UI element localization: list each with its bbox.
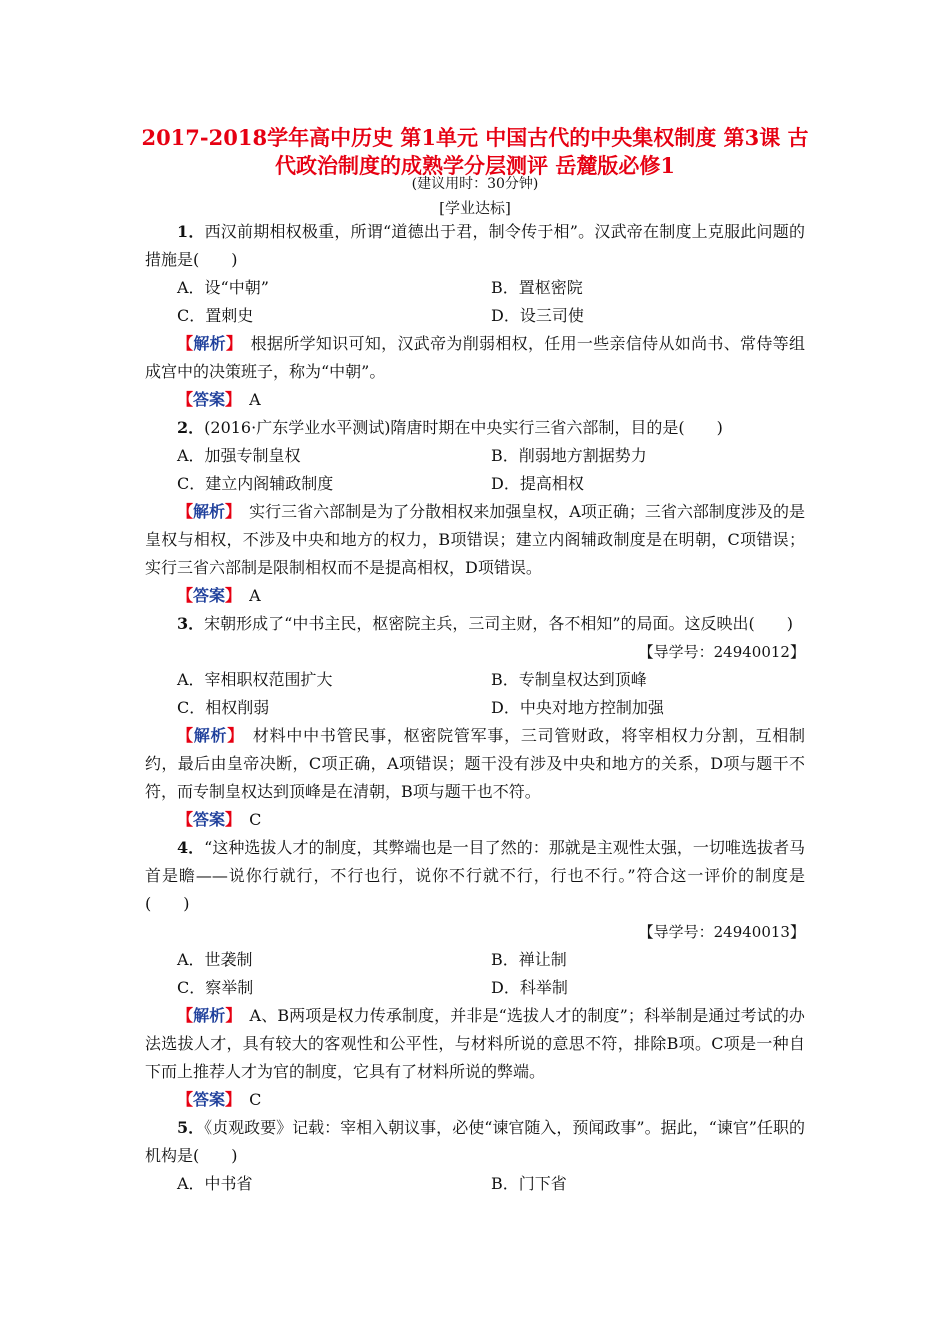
analysis-tag: 【解析】 — [177, 1006, 234, 1025]
suggested-time: (建议用时：30分钟) — [411, 176, 539, 192]
option-c: C．相权削弱 — [177, 698, 270, 717]
guide-number: 【导学号：24940013】 — [638, 923, 805, 941]
question-2-analysis: 【解析】 实行三省六部制是为了分散相权来加强皇权，A项正确；三省六部制度涉及的是皇权与相权，不涉及中央和地方的权力，B项错误；建立内阁辅政制度是在明朝，C项错误；实行三省六部制是限制相权而不是提高相权，D项错误。 — [145, 502, 805, 577]
option-b: B．禅让制 — [491, 950, 567, 969]
question-2-answer: 【答案】 A — [177, 586, 261, 605]
question-number: 3． — [177, 614, 205, 633]
option-c: C．置刺史 — [177, 306, 254, 325]
document-title: 2017-2018学年高中历史 第1单元 中国古代的中央集权制度 第3课 古代政治制度的成熟学分层测评 岳麓版必修1 — [141, 125, 809, 178]
question-1-analysis: 【解析】 根据所学知识可知，汉武帝为削弱相权，任用一些亲信侍从如尚书、常侍等组成宫中的决策班子，称为“中朝”。 — [145, 334, 805, 381]
option-b: B．专制皇权达到顶峰 — [491, 670, 647, 689]
question-3-analysis: 【解析】 材料中中书管民事，枢密院管军事，三司管财政，将宰相权力分割，互相制约，最后由皇帝决断，C项正确，A项错误；题干没有涉及中央和地方的关系，D项与题干不符，而专制皇权达到顶峰是在清朝，B项与题干也不符。 — [145, 726, 805, 801]
question-4-analysis: 【解析】 A、B两项是权力传承制度，并非是“选拔人才的制度”；科举制是通过考试的办法选拔人才，具有较大的客观性和公平性，与材料所说的意思不符，排除B项。C项是一种自下而上推荐人才为官的制度，它具有了材料所说的弊端。 — [145, 1006, 805, 1081]
option-d: D．设三司使 — [491, 306, 584, 325]
question-number: 5． — [177, 1118, 205, 1137]
question-2-options — [145, 442, 805, 470]
question-list — [145, 218, 805, 1198]
question-1-stem: 1．西汉前期相权极重，所谓“道德出于君，制令传于相”。汉武帝在制度上克服此问题的措施是( ) — [145, 222, 805, 269]
answer-tag: 【答案】 — [177, 1090, 234, 1109]
question-5-options — [145, 1170, 805, 1198]
question-1-answer: 【答案】 A — [177, 390, 261, 409]
guide-number: 【导学号：24940012】 — [638, 643, 805, 661]
answer-tag: 【答案】 — [177, 390, 234, 409]
answer-tag: 【答案】 — [177, 810, 234, 829]
option-c: C．察举制 — [177, 978, 254, 997]
question-number: 4． — [177, 838, 205, 857]
option-c: C．建立内阁辅政制度 — [177, 474, 334, 493]
question-4-options — [145, 946, 805, 974]
option-a: A．世袭制 — [177, 950, 253, 969]
question-4-answer: 【答案】 C — [177, 1090, 262, 1109]
option-a: A．中书省 — [177, 1174, 253, 1193]
question-3-stem: 3．宋朝形成了“中书主民，枢密院主兵，三司主财，各不相知”的局面。这反映出( ) — [177, 614, 793, 633]
question-5-stem: 5．《贞观政要》记载：宰相入朝议事，必使“谏官随入，预闻政事”。据此，“谏官”任职的机构是( ) — [145, 1118, 805, 1165]
analysis-tag: 【解析】 — [177, 334, 235, 353]
question-2-stem: 2．(2016·广东学业水平测试)隋唐时期在中央实行三省六部制，目的是( ) — [177, 418, 723, 437]
option-b: B．削弱地方割据势力 — [491, 446, 647, 465]
option-d: D．中央对地方控制加强 — [491, 698, 664, 717]
analysis-tag: 【解析】 — [177, 726, 237, 745]
option-d: D．科举制 — [491, 978, 568, 997]
option-a: A．设“中朝” — [177, 278, 269, 297]
question-3-options — [145, 666, 805, 694]
option-d: D．提高相权 — [491, 474, 584, 493]
option-a: A．加强专制皇权 — [177, 446, 301, 465]
option-b: B．门下省 — [491, 1174, 567, 1193]
question-4-stem: 4．“这种选拔人才的制度，其弊端也是一目了然的：那就是主观性太强，一切唯选拔者马首是瞻——说你行就行，不行也行，说你不行就不行，行也不行。”符合这一评价的制度是( ) — [145, 838, 805, 913]
question-number: 2． — [177, 418, 205, 437]
option-b: B．置枢密院 — [491, 278, 583, 297]
option-a: A．宰相职权范围扩大 — [177, 670, 333, 689]
answer-tag: 【答案】 — [177, 586, 234, 605]
question-number: 1． — [177, 222, 205, 241]
analysis-tag: 【解析】 — [177, 502, 234, 521]
section-heading: [学业达标] — [439, 199, 511, 217]
question-3-answer: 【答案】 C — [177, 810, 262, 829]
question-1-options — [145, 274, 805, 302]
